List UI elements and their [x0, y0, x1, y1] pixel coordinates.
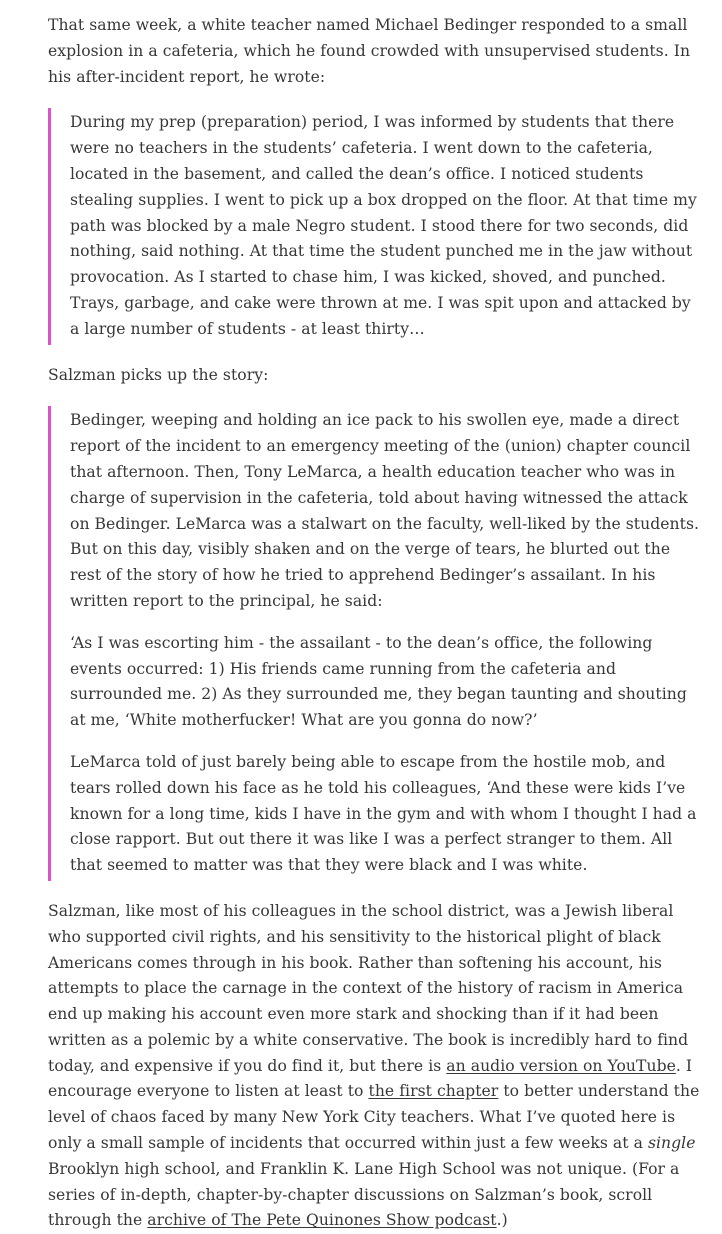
text-segment: . I encourage everyone to listen at least to	[48, 1056, 693, 1101]
text-segment: Brooklyn high school, and Franklin K. Lane High School was not unique. (For a series of in-depth, chapter-by-chapter discussions on Salzman’s book, scroll through the	[48, 1159, 680, 1230]
closing-paragraph	[48, 899, 702, 1234]
quote-paragraph: Bedinger, weeping and holding an ice pack to his swollen eye, made a direct report of the incident to an emergency meeting of the (union) chapter council that afternoon. Then, Tony LeMarca, a health education teacher who was in charge of supervision in the cafeteria, told about having witnessed the attack on Bedinger. LeMarca was a stalwart on the faculty, well-liked by the students. But on this day, visibly shaken and on the verge of tears, he blurted out the rest of the story of how he tried to apprehend Bedinger’s assailant. In his written report to the principal, he said:	[70, 411, 699, 610]
quote-paragraph: ‘As I was escorting him - the assailant - to the dean’s office, the following events occurred: 1) His friends came running from the cafeteria and surrounded me. 2) As they surrounded me, they began taunting and shouting at me, ‘White motherfucker! What are you gonna do now?’	[70, 633, 687, 730]
podcast-archive-link[interactable]: archive of The Pete Quinones Show podcast	[147, 1211, 497, 1230]
audio-version-link[interactable]: an audio version on YouTube	[446, 1056, 676, 1075]
text-segment: to better understand the level of chaos faced by many New York City teachers. What I’ve quoted here is only a small sample of incidents that occurred within just a few weeks at a	[48, 1082, 700, 1153]
text-segment: .)	[496, 1211, 508, 1230]
emphasis-text: single	[647, 1134, 696, 1153]
quote-paragraph: LeMarca told of just barely being able to escape from the hostile mob, and tears rolled down his face as he told his colleagues, ‘And these were kids I’ve known for a long time, kids I have in the gym and with whom I thought I had a close rapport. But out there it was like I was a perfect stranger to them. All that seemed to matter was that they were black and I was white.	[70, 752, 697, 875]
first-chapter-link[interactable]: the first chapter	[368, 1082, 499, 1101]
blockquote-salzman-account	[48, 406, 702, 881]
intro-paragraph: That same week, a white teacher named Michael Bedinger responded to a small explosion in a cafeteria, which he found crowded with unsupervised students. In his after-incident report, he wrote:	[48, 16, 691, 86]
blockquote-bedinger-report	[48, 108, 702, 344]
transition-paragraph: Salzman picks up the story:	[48, 365, 269, 384]
quote-paragraph: During my prep (preparation) period, I was informed by students that there were no teachers in the students’ cafeteria. I went down to the cafeteria, located in the basement, and called the dean’s office. I noticed students stealing supplies. I went to pick up a box dropped on the floor. At that time my path was blocked by a male Negro student. I stood there for two seconds, did nothing, said nothing. At that time the student punched me in the jaw without provocation. As I started to chase him, I was kicked, shoved, and punched. Trays, garbage, and cake were thrown at me. I was spit upon and attacked by a large number of students - at least thirty…	[70, 113, 697, 338]
text-segment: Salzman, like most of his colleagues in the school district, was a Jewish liberal who supported civil rights, and his sensitivity to the historical plight of black Americans comes through in his book. Rather than softening his account, his attempts to place the carnage in the context of the history of racism in America end up making his account even more stark and shocking than if it had been written as a polemic by a white conservative. The book is incredibly hard to find today, and expensive if you do find it, but there is	[48, 901, 689, 1075]
